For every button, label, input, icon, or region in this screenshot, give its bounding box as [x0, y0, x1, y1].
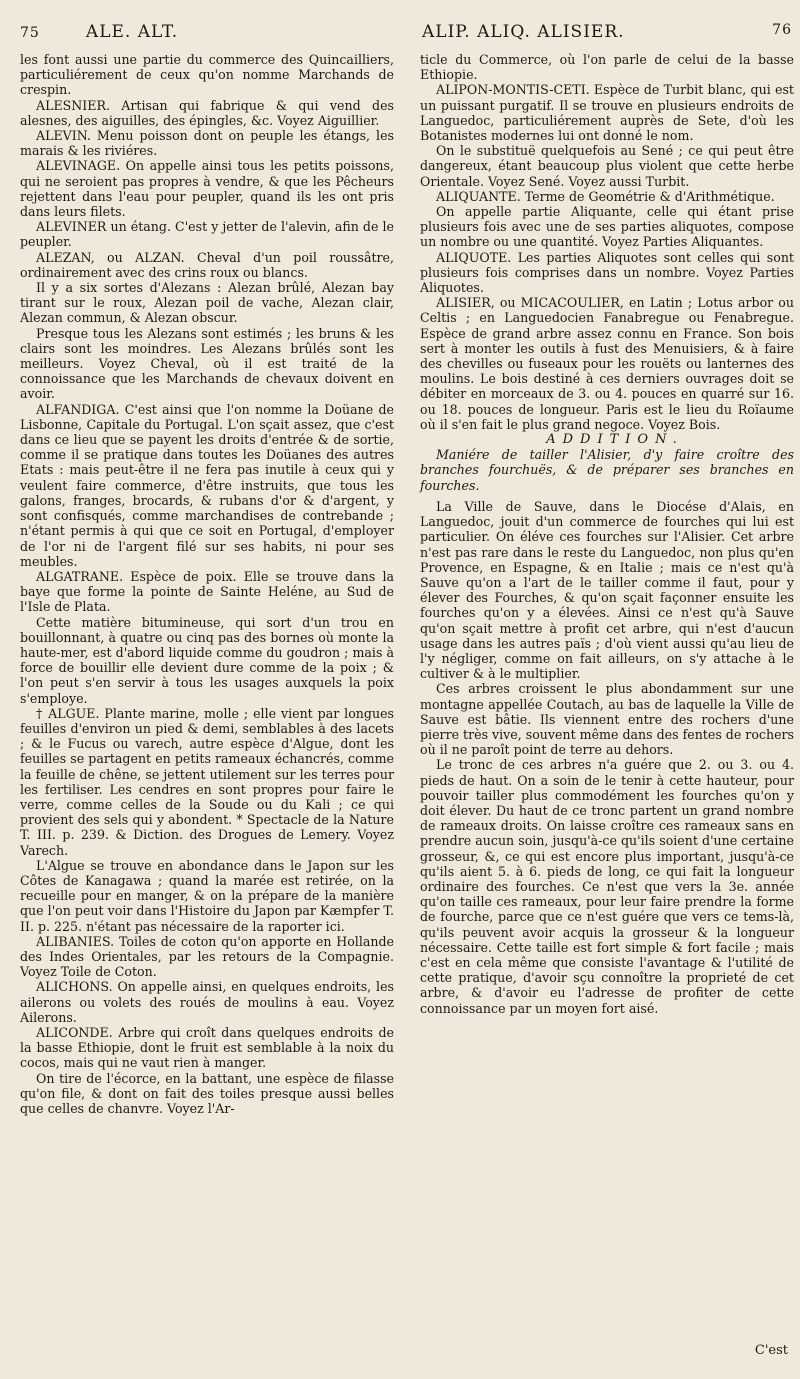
entry-algue: † ALGUE. Plante marine, molle ; elle vient par longues feuilles d'environ un pied & demi, semblables à des lacets ; & le Fucus ou varech, autre espèce d'Algue, dont les feuilles se partagent en petits rameaux échancrés, comme la feuille de chêne, se jettent utilement sur les terres pour les fertiliser. Les cendres en sont propres pour faire le verre, comme celles de la Soude ou du Kali ; ce qui provient des sels qui y abondent. * Spectacle de la Nature T. III. p. 239. & Diction. des Drogues de Lemery. Voyez Varech. — [20, 705, 394, 858]
entry-aliquote: ALIQUOTE. Les parties Aliquotes sont celles qui sont plusieurs fois comprises dans un nombre. Voyez Parties Aliquotes. — [420, 249, 794, 296]
paragraph: L'Algue se trouve en abondance dans le Japon sur les Côtes de Kanagawa ; quand la marée est retirée, on la recueille pour en manger, & on la prépare de la manière que l'on peut voir dans l'Histoire du Japon par Kæmpfer T. II. p. 225. n'étant pas nécessaire de la raporter ici. — [20, 857, 394, 934]
paragraph: La Ville de Sauve, dans le Diocése d'Alais, en Languedoc, jouit d'un commerce de fourches qui lui est particulier. On éléve ces fourches sur l'Alisier. Cet arbre n'est pas rare dans le reste du Languedoc, non plus qu'en Provence, en Espagne, & en Italie ; mais ce n'est qu'à Sauve qu'on a l'art de le tailler comme il faut, pour y élever des Fourches, & qu'on sçait façonner ensuite les fourches qu'on y a élevées. Ainsi ce n'est qu'à Sauve qu'on sçait mettre à profit cet arbre, qui n'est d'aucun usage dans les autres païs ; d'où vient aussi qu'au lieu de l'y négliger, comme on fait ailleurs, on s'y attache à le cultiver & à le multiplier. — [420, 498, 794, 682]
entry-alesnier: ALESNIER. Artisan qui fabrique & qui vend des alesnes, des aiguilles, des épingles, &c. Voyez Aiguillier. — [20, 97, 394, 128]
entry-alevinage: ALEVINAGE. On appelle ainsi tous les petits poissons, qui ne seroient pas propres à vendre, & que les Pêcheurs rejettent dans l'eau pour peupler, quand ils les ont pris dans leurs filets. — [20, 158, 394, 220]
paragraph: Le tronc de ces arbres n'a guére que 2. ou 3. ou 4. pieds de haut. On a soin de le tenir à cette hauteur, pour pouvoir tailler plus commodément les fourches qu'on y doit élever. Du haut de ce tronc partent un grand nombre de rameaux droits. On laisse croître ces rameaux sans en prendre aucun soin, jusqu'à-ce qu'ils soient d'une certaine grosseur, &, ce qui est encore plus important, jusqu'à-ce qu'ils aient 5. à 6. pieds de long, ce qui fait la longueur ordinaire des fourches. Ce n'est que vers la 3e. année qu'on taille ces rameaux, pour leur faire prendre la forme de fourche, parce que ce n'est guére que vers ce tems-là, qu'ils peuvent avoir acquis la grosseur & la longueur nécessaire. Cette taille est fort simple & fort facile ; mais c'est en cela même que consiste l'avantage & l'utilité de cette pratique, d'avoir sçu connoître la proprieté de cet arbre, & d'avoir eu l'adresse de profiter de cette connoissance par un moyen fort aisé. — [420, 757, 794, 1016]
right-page-number: 76 — [772, 22, 792, 38]
entry-aleviner: ALEVINER un étang. C'est y jetter de l'alevin, afin de le peupler. — [20, 219, 394, 250]
paragraph: Il y a six sortes d'Alezans : Alezan brûlé, Alezan bay tirant sur le roux, Alezan poil de vache, Alezan clair, Alezan commun, & Alezan obscur. — [20, 280, 394, 326]
paragraph: les font aussi une partie du commerce des Quincailliers, particuliérement de ceux qu'on nomme Marchands de crespin. — [20, 52, 394, 98]
right-header-words: ALIP. ALIQ. ALISIER. — [422, 22, 625, 42]
paragraph: On le substituë quelquefois au Sené ; ce qui peut être dangereux, étant beaucoup plus violent que cette herbe Orientale. Voyez Sené. Voyez aussi Turbit. — [420, 143, 794, 189]
paragraph: ticle du Commerce, où l'on parle de celui de la basse Ethiopie. — [420, 52, 794, 83]
right-column — [420, 52, 794, 1016]
addition-subtitle: Maniére de tailler l'Alisier, d'y faire croître des branches fourchuës, & de préparer ses branches en fourches. — [420, 447, 794, 493]
left-page-number: 75 — [20, 25, 40, 41]
left-header-words: ALE. ALT. — [85, 22, 179, 42]
entry-algatrane: ALGATRANE. Espèce de poix. Elle se trouve dans la baye que forme la pointe de Sainte Heléne, au Sud de l'Isle de Plata. — [20, 568, 394, 615]
paragraph: On appelle partie Aliquante, celle qui étant prise plusieurs fois avec une de ses parties aliquotes, compose un nombre ou une quantité. Voyez Parties Aliquantes. — [420, 204, 794, 250]
left-running-header — [20, 22, 400, 46]
entry-alezan: ALEZAN, ou ALZAN. Cheval d'un poil roussâtre, ordinairement avec des crins roux ou blancs. — [20, 249, 394, 280]
paragraph: Presque tous les Alezans sont estimés ; les bruns & les clairs sont les moindres. Les Alezans brûlés sont les meilleurs. Voyez Cheval, où il est traité de la connoissance que les Marchands de chevaux doivent en avoir. — [20, 325, 394, 402]
entry-alisier: ALISIER, ou MICACOULIER, en Latin ; Lotus arbor ou Celtis ; en Languedocien Fanabregue ou Fenabregue. Espèce de grand arbre assez connu en France. Son bois sert à monter les outils à fust des Menuisiers, & à faire des chevilles ou fuseaux pour les rouëts ou lanternes des moulins. Le bois destiné à ces derniers ouvrages doit se débiter en morceaux de 3. ou 4. pouces en quarré sur 16. ou 18. pouces de longueur. Paris est le lieu du Roïaume où il s'en fait le plus grand negoce. Voyez Bois. — [420, 295, 794, 432]
entry-alevin: ALEVIN. Menu poisson dont on peuple les étangs, les marais & les riviéres. — [20, 128, 394, 159]
paragraph: Cette matière bitumineuse, qui sort d'un trou en bouillonnant, à quatre ou cinq pas des bornes où monte la haute-mer, est d'abord liquide comme du goudron ; mais à force de bouillir elle devient dure comme de la poix ; & l'on peut s'en servir à tous les usages auxquels la poix s'employe. — [20, 614, 394, 706]
paragraph: Ces arbres croissent le plus abondamment sur une montagne appellée Coutach, au bas de laquelle la Ville de Sauve est bâtie. Ils viennent entre des rochers d'une pierre très vive, souvent même dans des fentes de rochers où il ne paroît point de terre au dehors. — [420, 681, 794, 758]
paragraph: On tire de l'écorce, en la battant, une espèce de filasse qu'on file, & dont on fait des toiles presque aussi belles que celles de chanvre. Voyez l'Ar- — [20, 1070, 394, 1117]
entry-aliconde: ALICONDE. Arbre qui croît dans quelques endroits de la basse Ethiopie, dont le fruit est semblable à la noix du cocos, mais qui ne vaut rien à manger. — [20, 1025, 394, 1071]
left-column — [20, 52, 394, 1116]
catchword: C'est — [754, 1343, 788, 1358]
entry-alfandiga: ALFANDIGA. C'est ainsi que l'on nomme la Doüane de Lisbonne, Capitale du Portugal. L'on sçait assez, que c'est dans ce lieu que se payent les droits d'entrée & de sortie, comme il se pratique dans toutes les Doüanes des autres Etats : mais peut-être il ne fera pas inutile à ceux qui y veulent faire commerce, d'être instruits, que tous les galons, franges, brocards, & rubans d'or & d'argent, y sont confisqués, comme marchandises de contrebande ; n'étant permis à qui que ce soit en Portugal, d'employer de l'or ni de l'argent filé sur ses habits, ni pour ses meubles. — [20, 401, 394, 569]
entry-alibanies: ALIBANIES. Toiles de coton qu'on apporte en Hollande des Indes Orientales, par les retours de la Compagnie. Voyez Toile de Coton. — [20, 933, 394, 980]
entry-alipon-montis-ceti: ALIPON-MONTIS-CETI. Espèce de Turbit blanc, qui est un puissant purgatif. Il se trouve en plusieurs endroits de Languedoc, particuliérement auprès de Sete, d'où les Botanistes modernes lui ont donné le nom. — [420, 82, 794, 144]
right-running-header — [422, 22, 792, 46]
addition-heading: ADDITION. — [546, 432, 684, 448]
entry-alichons: ALICHONS. On appelle ainsi, en quelques endroits, les ailerons ou volets des roués de moulins à eau. Voyez Ailerons. — [20, 979, 394, 1025]
entry-aliquante: ALIQUANTE. Terme de Geométrie & d'Arithmétique. — [436, 188, 775, 204]
